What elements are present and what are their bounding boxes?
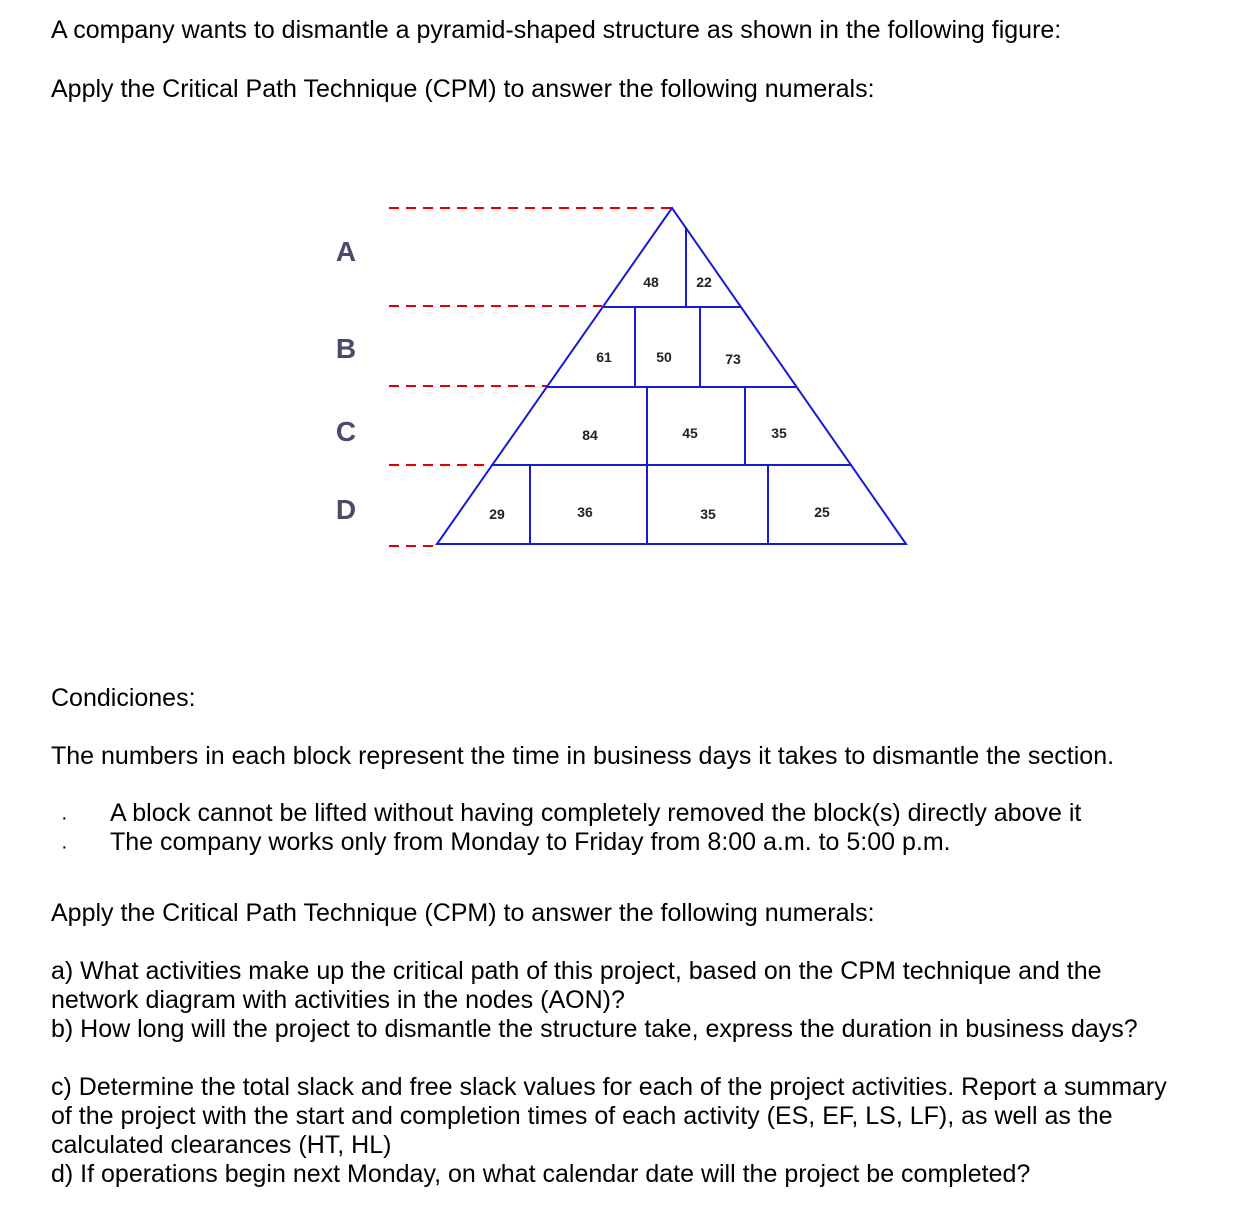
- block-d-1-duration: 29: [489, 506, 505, 522]
- row-label-c: C: [335, 416, 357, 447]
- block-b-3-duration: 73: [725, 351, 741, 367]
- block-d-3-duration: 35: [700, 506, 716, 522]
- row-labels: [336, 236, 356, 525]
- block-b-1-duration: 61: [596, 349, 612, 365]
- question-a: a) What activities make up the critical path of this project, based on the CPM technique and the network diagram with activities in the nodes (AON)?: [51, 957, 1102, 1014]
- intro-line-2: Apply the Critical Path Technique (CPM) to answer the following numerals:: [51, 75, 875, 103]
- block-d-2-duration: 36: [577, 504, 593, 520]
- conditions-description: The numbers in each block represent the time in business days it takes to dismantle the section.: [51, 742, 1115, 770]
- block-a-2-duration: 22: [696, 274, 712, 290]
- pyramid-blocks: [437, 208, 906, 544]
- block-c-3-duration: 35: [771, 425, 787, 441]
- row-label-a: A: [335, 236, 357, 267]
- condition-item-1: A block cannot be lifted without having completely removed the block(s) directly above it: [110, 799, 1082, 827]
- condition-item-2: The company works only from Monday to Friday from 8:00 a.m. to 5:00 p.m.: [110, 828, 951, 856]
- row-label-d: D: [335, 494, 357, 525]
- block-a-1-duration: 48: [643, 274, 659, 290]
- questions-intro: Apply the Critical Path Technique (CPM) to answer the following numerals:: [51, 899, 875, 927]
- block-c-2-duration: 45: [682, 425, 698, 441]
- question-d: d) If operations begin next Monday, on what calendar date will the project be completed?: [51, 1160, 1031, 1188]
- block-c-1-duration: 84: [582, 427, 598, 443]
- question-c: c) Determine the total slack and free slack values for each of the project activities. Report a summary of the project with the start and completion times of each activity (ES, EF, LS, LF), as well as the calculated clearances (HT, HL): [51, 1073, 1167, 1159]
- bullet-marker-1: ·: [61, 807, 68, 829]
- bullet-marker-2: ·: [61, 836, 68, 858]
- row-label-b: B: [335, 333, 357, 364]
- question-b: b) How long will the project to dismantle the structure take, express the duration in business days?: [51, 1015, 1138, 1043]
- intro-line-1: A company wants to dismantle a pyramid-shaped structure as shown in the following figure:: [51, 16, 1062, 44]
- conditions-heading: Condiciones:: [51, 684, 196, 712]
- pyramid-outline: [437, 208, 906, 544]
- block-b-2-duration: 50: [656, 349, 672, 365]
- block-d-4-duration: 25: [814, 504, 830, 520]
